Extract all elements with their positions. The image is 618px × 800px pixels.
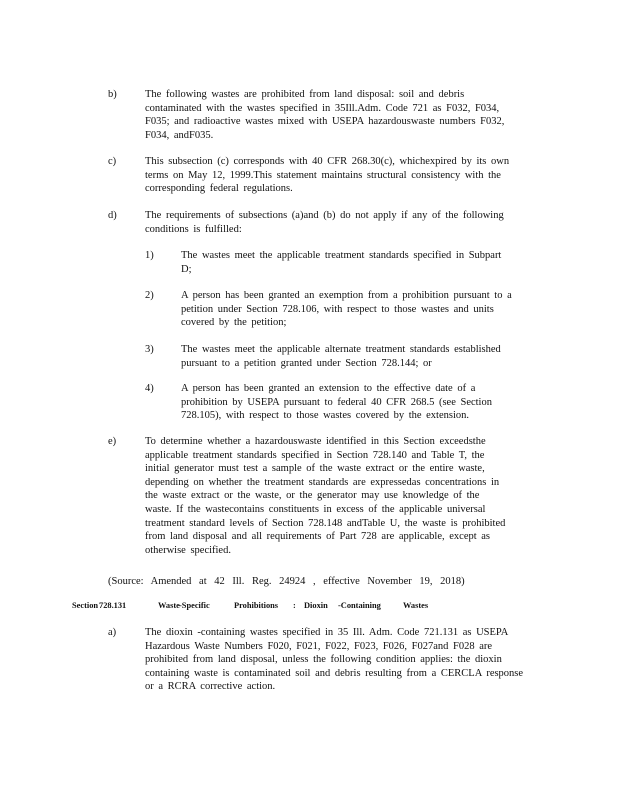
paragraph-line: prohibition by USEPA pursuant to federal 40 CFR 268.5 (see Section xyxy=(181,396,492,408)
paragraph-line: To determine whether a hazardouswaste identified in this Section exceedsthe xyxy=(145,436,486,447)
paragraph-line: The dioxin -containing wastes specified in 35 Ill. Adm. Code 721.131 as USEPA xyxy=(145,627,509,638)
paragraph-d3 xyxy=(181,343,526,370)
section-title-part: Wastes xyxy=(403,601,429,610)
paragraph-line: The wastes meet the applicable alternate treatment standards established xyxy=(181,344,501,355)
paragraph-line: prohibited from land disposal, unless the following condition applies: the dioxin xyxy=(145,654,502,666)
paragraph-line: A person has been granted an exemption from a prohibition pursuant to a xyxy=(181,290,512,301)
section-number: 728.131 xyxy=(99,601,127,610)
sub-item-marker-4: 4) xyxy=(145,383,154,394)
source-note: (Source: Amended at 42 Ill. Reg. 24924 , effective November 19, 2018) xyxy=(108,576,465,587)
paragraph-line: petition under Section 728.106, with respect to those wastes and units xyxy=(181,303,494,315)
item-marker-c: c) xyxy=(108,156,117,167)
paragraph-line: A person has been granted an extension to the effective date of a xyxy=(181,383,476,394)
paragraph-line: 728.105), with respect to those wastes covered by the extension. xyxy=(181,410,470,422)
paragraph-line: D; xyxy=(181,263,192,275)
paragraph-line: The wastes meet the applicable treatment standards specified in Subpart xyxy=(181,250,502,261)
item-marker-d: d) xyxy=(108,210,117,221)
paragraph-line: F035; and radioactive wastes mixed with USEPA hazardouswaste numbers F032, xyxy=(145,116,505,128)
paragraph-line: the waste extract or the waste, or the generator may use knowledge of the xyxy=(145,490,480,502)
paragraph-line: F034, andF035. xyxy=(145,129,214,141)
section-title-part: : xyxy=(293,601,296,610)
paragraph-line: or a RCRA corrective action. xyxy=(145,681,276,693)
paragraph-line: from land disposal and all requirements of Part 728 are applicable, except as xyxy=(145,531,491,543)
paragraph-line: Hazardous Waste Numbers F020, F021, F022, F023, F026, F027and F028 are xyxy=(145,640,493,652)
paragraph-line: corresponding federal regulations. xyxy=(145,183,293,195)
paragraph-line: waste. If the wastecontains constituents in excess of the applicable universal xyxy=(145,503,486,515)
item-marker-e: e) xyxy=(108,436,117,447)
paragraph-line: The following wastes are prohibited from land disposal: soil and debris xyxy=(145,89,465,100)
paragraph-line: covered by the petition; xyxy=(181,317,287,329)
paragraph-line: The requirements of subsections (a)and (b) do not apply if any of the following xyxy=(145,210,504,221)
paragraph-line: This subsection (c) corresponds with 40 CFR 268.30(c), whichexpired by its own xyxy=(145,156,510,167)
paragraph-line: depending on whether the treatment standards are expressedas concentrations in xyxy=(145,476,500,488)
section-title-part: -Containing xyxy=(338,601,381,610)
paragraph-d1 xyxy=(181,249,526,276)
section-title-part: Prohibitions xyxy=(234,601,279,610)
paragraph-c xyxy=(145,155,535,196)
section-paragraph-a xyxy=(145,626,545,694)
paragraph-line: treatment standard levels of Section 728.148 andTable U, the waste is prohibited xyxy=(145,517,506,529)
paragraph-d4 xyxy=(181,382,521,423)
section-title-part: Waste xyxy=(158,601,180,610)
paragraph-line: contaminated with the wastes specified in 35Ill.Adm. Code 721 as F032, F034, xyxy=(145,102,500,114)
paragraph-line: initial generator must test a sample of the waste extract or the entire waste, xyxy=(145,463,485,475)
sub-item-marker-1: 1) xyxy=(145,250,154,261)
sub-item-marker-3: 3) xyxy=(145,344,154,355)
section-title-part: -Specific xyxy=(179,601,210,610)
section-label: Section xyxy=(72,601,99,610)
sub-item-marker-2: 2) xyxy=(145,290,154,301)
section-title-part: Dioxin xyxy=(304,601,328,610)
paragraph-e xyxy=(145,435,535,557)
paragraph-b xyxy=(145,88,533,142)
paragraph-d xyxy=(145,209,525,236)
paragraph-line: otherwise specified. xyxy=(145,544,231,556)
paragraph-line: terms on May 12, 1999.This statement maintains structural consistency with the xyxy=(145,169,501,181)
paragraph-line: pursuant to a petition granted under Section 728.144; or xyxy=(181,357,432,369)
paragraph-line: applicable treatment standards specified in Section 728.140 and Table T, the xyxy=(145,449,485,461)
item-marker-b: b) xyxy=(108,89,117,100)
section-item-marker-a: a) xyxy=(108,627,117,638)
paragraph-d2 xyxy=(181,289,533,330)
paragraph-line: containing waste is contaminated soil and debris resulting from a CERCLA response xyxy=(145,667,524,679)
paragraph-line: conditions is fulfilled: xyxy=(145,223,242,235)
